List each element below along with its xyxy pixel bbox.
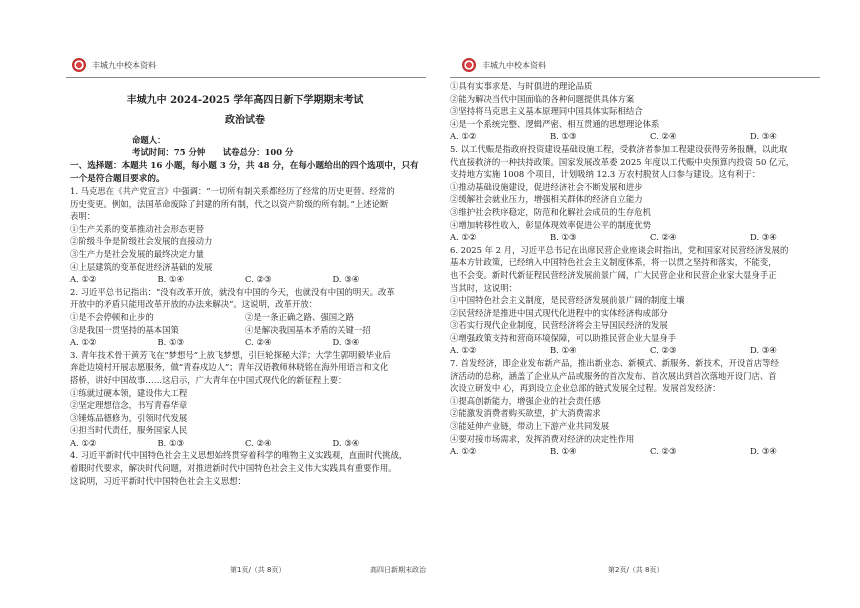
choice-c: C. ②④ xyxy=(245,337,272,348)
q1-item: ③生产力是社会发展的最终决定力量 xyxy=(70,248,204,259)
choice-a: A. ①② xyxy=(70,337,97,348)
q2-item: ③是我国一贯坚持的基本国策 xyxy=(70,324,179,335)
q4-item: ②能为解决当代中国面临的各种问题提供具体方案 xyxy=(450,93,635,104)
exam-info: 考试时间：75 分钟 试卷总分：100 分 xyxy=(132,147,294,157)
q4-stem-line: 这说明，习近平新时代中国特色社会主义思想： xyxy=(70,475,246,486)
left-content xyxy=(70,84,420,487)
q1-stem-line: 表明： xyxy=(70,211,96,222)
choice-c: C. ②④ xyxy=(650,232,677,243)
choice-a: A. ①② xyxy=(70,274,97,285)
choice-c: C. ②③ xyxy=(650,345,677,356)
section-heading: 一、选择题：本题共 16 小题，每小题 3 分，共 48 分，在每小题给出的四个选项中，只有一个是符合题目要求的。 xyxy=(70,161,419,184)
left-page-number: 第1页/（共 8页） xyxy=(230,566,286,574)
right-content xyxy=(450,80,850,458)
choice-d: D. ③④ xyxy=(332,337,360,348)
q6-item: ①中国特色社会主义制度，是民营经济发展前景广阔的制度土壤 xyxy=(450,295,685,306)
question-5 xyxy=(450,143,850,244)
question-2 xyxy=(70,286,420,349)
q2-item: ①是不会停顿和止步的 xyxy=(70,311,154,322)
q3-stem-line: 奔赴边境村开展志愿服务，做“青春戍边人”；青年汉语教师林晓铭在海外用语言和文化 xyxy=(70,362,389,373)
q7-stem-line: 次设立研发中 心，再到设立企业总部的链式发展全过程。发展首发经济： xyxy=(450,383,721,394)
choice-a: A. ①② xyxy=(450,446,477,457)
q6-choices xyxy=(450,344,850,357)
school-logo-icon xyxy=(462,58,476,72)
q3-item: ②坚定理想信念，书写青春华章 xyxy=(70,400,188,411)
q7-item: ①提高创新能力，增强企业的社会责任感 xyxy=(450,395,601,406)
page-header xyxy=(72,58,156,72)
q1-choices xyxy=(70,273,420,286)
footer-exam-name: 高四日新期末政治 xyxy=(370,566,426,574)
question-3 xyxy=(70,349,420,450)
q7-choices xyxy=(450,445,850,458)
right-page xyxy=(430,0,860,608)
choice-d: D. ③④ xyxy=(332,274,360,285)
q2-stem-line: 开放中的矛盾只能用改革开放的办法来解决”。这说明，改革开放： xyxy=(70,299,318,310)
header-divider xyxy=(66,77,426,78)
choice-b: B. ①③ xyxy=(157,437,184,448)
q6-item: ④增强政策支持和营商环境保障，可以助推民营企业大显身手 xyxy=(450,332,677,343)
q5-item: ④增加转移性收入，彰显体现效率促进公平的制度优势 xyxy=(450,219,651,230)
header-school-label: 丰城九中校本资料 xyxy=(482,60,546,70)
exam-title: 丰城九中 2024-2025 学年高四日新下学期期末考试 xyxy=(126,95,364,106)
choice-a: A. ①② xyxy=(450,232,477,243)
q2-item: ④是解决我国基本矛盾的关键一招 xyxy=(245,324,371,335)
q5-item: ①推动基础设施建设，促进经济社会不断发展和进步 xyxy=(450,181,643,192)
q5-choices xyxy=(450,231,850,244)
q4-item: ①具有实事求是、与时俱进的理论品质 xyxy=(450,81,593,91)
q2-item: ②是一条正确之路、强国之路 xyxy=(245,311,354,322)
q1-stem-line: 1. 马克思在《共产党宣言》中强调：“一切所有制关系都经历了经常的历史更替、经常的 xyxy=(70,186,395,196)
q1-item: ④上层建筑的变革促进经济基础的发展 xyxy=(70,261,213,272)
choice-c: C. ②④ xyxy=(650,131,677,142)
choice-b: B. ①③ xyxy=(550,232,577,243)
choice-d: D. ③④ xyxy=(750,131,777,142)
choice-b: B. ①④ xyxy=(157,274,184,285)
choice-c: C. ②③ xyxy=(650,446,677,457)
q5-stem-line: 代直接救济的一种扶持政策。国家发展改革委 2025 年度以工代赈中央预算内投资 50 亿元， xyxy=(450,156,795,167)
q6-item: ③若实行现代企业制度，民营经济将会主导国民经济的发展 xyxy=(450,320,668,331)
q7-stem-line: 济活动的总称，涵盖了企业从产品或服务的首次发布、首次展出到首次落地开设门店、首 xyxy=(450,370,777,381)
q4-item: ③坚持将马克思主义基本原理同中国具体实际相结合 xyxy=(450,106,643,117)
q5-item: ③维护社会秩序稳定，防范和化解社会成员的生存危机 xyxy=(450,206,651,217)
page-header xyxy=(462,58,546,72)
q4-choices xyxy=(450,130,850,143)
q6-stem-line: 基本方针政策，已经纳入中国特色社会主义制度体系，将一以贯之坚持和落实，不能变， xyxy=(450,257,777,268)
question-4 xyxy=(70,449,420,487)
question-1 xyxy=(70,185,420,286)
q4-stem-line: 着眼时代要求，解决时代问题，对推进新时代中国特色社会主义伟大实践具有重要作用。 xyxy=(70,463,397,474)
choice-d: D. ③④ xyxy=(332,437,360,448)
question-4-continued xyxy=(450,80,850,143)
q6-stem-line: 也不会变。新时代新征程民营经济发展前景广阔，广大民营企业和民营企业家大显身手正 xyxy=(450,269,777,280)
q2-items-row xyxy=(70,324,420,337)
q3-item: ③锤炼品德修为，引领时代发展 xyxy=(70,412,188,423)
q4-stem-line: 4. 习近平新时代中国特色社会主义思想始终贯穿着科学的唯物主义实践观，直面时代挑战， xyxy=(70,450,408,461)
q1-item: ②阶级斗争是阶级社会发展的直接动力 xyxy=(70,236,213,247)
q5-item: ②缓解社会就业压力，增强相关群体的经济自立能力 xyxy=(450,194,643,205)
choice-b: B. ①③ xyxy=(157,337,184,348)
question-6 xyxy=(450,244,850,357)
choice-c: C. ②③ xyxy=(245,274,272,285)
choice-a: A. ①② xyxy=(450,131,477,142)
choice-a: A. ①② xyxy=(450,345,477,356)
header-school-label: 丰城九中校本资料 xyxy=(92,60,156,70)
choice-d: D. ③④ xyxy=(750,232,777,243)
choice-a: A. ①② xyxy=(70,437,97,448)
choice-c: C. ②④ xyxy=(245,437,272,448)
q2-items-row xyxy=(70,311,420,324)
header-divider xyxy=(450,77,820,78)
setter-label: 命题人： xyxy=(132,135,166,145)
choice-b: B. ①④ xyxy=(550,446,577,457)
exam-subtitle: 政治试卷 xyxy=(225,115,265,126)
school-logo-icon xyxy=(72,58,86,72)
q3-item: ④担当时代责任，服务国家人民 xyxy=(70,425,188,436)
choice-d: D. ③④ xyxy=(750,446,777,457)
q2-stem-line: 2. 习近平总书记指出：“没有改革开放，就没有中国的今天，也就没有中国的明天。改革 xyxy=(70,286,395,297)
q1-item: ①生产关系的变革推动社会形态更替 xyxy=(70,223,204,234)
q5-stem-line: 5. 以工代赈是指政府投资建设基础设施工程，受救济者参加工程建设获得劳务报酬，以此取 xyxy=(450,143,788,154)
choice-d: D. ③④ xyxy=(750,345,777,356)
q3-item: ①练就过硬本领，建设伟大工程 xyxy=(70,387,188,398)
q3-stem-line: 3. 青年技术骨干黄芳飞在“梦想号”上放飞梦想，引巨轮探秘大洋；大学生郭明毅毕业后 xyxy=(70,349,391,360)
q2-choices xyxy=(70,336,420,349)
choice-b: B. ①④ xyxy=(550,345,577,356)
q4-item: ④是一个系统完整、逻辑严密、相互贯通的思想理论体系 xyxy=(450,118,660,129)
q7-item: ③能延伸产业链，带动上下游产业共同发展 xyxy=(450,421,610,432)
q6-item: ②民营经济是推进中国式现代化进程中的实体经济构成部分 xyxy=(450,307,668,318)
question-7 xyxy=(450,357,850,458)
choice-b: B. ①③ xyxy=(550,131,577,142)
q3-choices xyxy=(70,437,420,450)
q3-stem-line: 搭桥，讲好中国故事……这启示，广大青年在中国式现代化的新征程上要： xyxy=(70,374,347,385)
q6-stem-line: 6. 2025 年 2 月，习近平总书记在出席民营企业座谈会时指出，党和国家对民营经济发展的 xyxy=(450,244,789,255)
q7-item: ④要对接市场需求，发挥消费对经济的决定性作用 xyxy=(450,433,635,444)
q5-stem-line: 支持地方实施 1008 个项目，计划吸纳 12.3 万农村脱贫人口参与建设。这有利于： xyxy=(450,169,761,180)
q1-stem-line: 历史变更。例如，法国革命废除了封建的所有制，代之以资产阶级的所有制。”上述论断 xyxy=(70,198,389,209)
right-page-number: 第2页/（共 8页） xyxy=(608,566,664,574)
q7-stem-line: 7. 首发经济，即企业发布新产品，推出新业态、新模式、新服务、新技术，开设首店等经 xyxy=(450,358,779,369)
q6-stem-line: 当其时，这说明： xyxy=(450,282,517,293)
q7-item: ②能激发消费者购买欲望，扩大消费需求 xyxy=(450,408,601,419)
